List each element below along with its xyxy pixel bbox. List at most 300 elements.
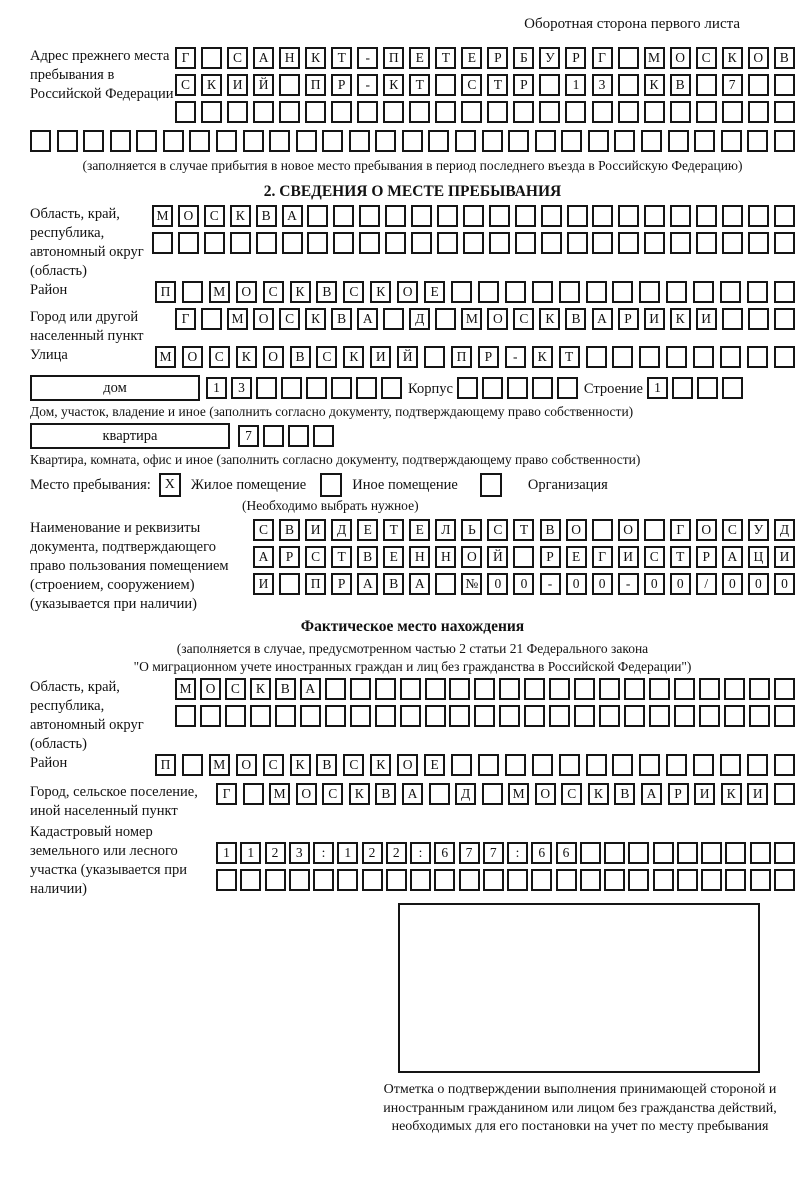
char-cell[interactable]: С [305, 546, 326, 568]
char-cell[interactable]: 7 [238, 425, 259, 447]
char-cell[interactable]: 0 [774, 573, 795, 595]
char-cell[interactable] [325, 678, 346, 700]
char-cell[interactable]: С [225, 678, 246, 700]
char-cell[interactable]: Й [487, 546, 508, 568]
char-cell[interactable]: К [370, 754, 391, 776]
char-cell[interactable]: К [532, 346, 553, 368]
char-cell[interactable]: К [588, 783, 609, 805]
char-cell[interactable]: А [357, 573, 378, 595]
char-cell[interactable] [668, 130, 689, 152]
char-cell[interactable] [409, 101, 430, 123]
char-cell[interactable] [531, 869, 552, 891]
char-cell[interactable]: Р [696, 546, 717, 568]
char-cell[interactable] [653, 869, 674, 891]
char-cell[interactable] [649, 705, 670, 727]
char-cell[interactable] [425, 705, 446, 727]
char-cell[interactable]: С [644, 546, 665, 568]
char-cell[interactable] [720, 281, 741, 303]
char-cell[interactable] [541, 232, 562, 254]
char-cell[interactable] [110, 130, 131, 152]
char-cell[interactable] [649, 678, 670, 700]
char-cell[interactable]: О [253, 308, 274, 330]
char-cell[interactable]: П [305, 573, 326, 595]
char-cell[interactable] [451, 754, 472, 776]
char-cell[interactable] [586, 754, 607, 776]
char-cell[interactable] [697, 377, 718, 399]
char-cell[interactable]: - [357, 47, 378, 69]
char-cell[interactable]: Т [331, 47, 352, 69]
char-cell[interactable]: В [565, 308, 586, 330]
char-cell[interactable]: О [696, 519, 717, 541]
char-cell[interactable] [333, 232, 354, 254]
char-cell[interactable]: Е [424, 281, 445, 303]
char-cell[interactable]: А [722, 546, 743, 568]
char-cell[interactable]: О [236, 281, 257, 303]
char-cell[interactable] [612, 346, 633, 368]
char-cell[interactable] [362, 869, 383, 891]
char-cell[interactable] [677, 869, 698, 891]
char-cell[interactable] [434, 869, 455, 891]
char-cell[interactable] [644, 101, 665, 123]
char-cell[interactable] [670, 205, 691, 227]
char-cell[interactable] [701, 842, 722, 864]
char-cell[interactable] [774, 754, 795, 776]
other-premises-checkbox[interactable] [320, 473, 342, 497]
char-cell[interactable] [722, 308, 743, 330]
char-cell[interactable] [474, 705, 495, 727]
char-cell[interactable]: О [748, 47, 769, 69]
char-cell[interactable] [696, 205, 717, 227]
char-cell[interactable]: И [747, 783, 768, 805]
char-cell[interactable] [349, 130, 370, 152]
char-cell[interactable] [696, 74, 717, 96]
char-cell[interactable] [253, 101, 274, 123]
char-cell[interactable]: Е [409, 47, 430, 69]
char-cell[interactable]: Ь [461, 519, 482, 541]
char-cell[interactable] [750, 869, 771, 891]
char-cell[interactable] [359, 232, 380, 254]
char-cell[interactable]: П [383, 47, 404, 69]
char-cell[interactable]: С [204, 205, 225, 227]
char-cell[interactable]: В [256, 205, 277, 227]
char-cell[interactable] [722, 205, 743, 227]
char-cell[interactable]: Й [253, 74, 274, 96]
char-cell[interactable] [381, 377, 402, 399]
char-cell[interactable]: 1 [337, 842, 358, 864]
char-cell[interactable]: Р [513, 74, 534, 96]
char-cell[interactable] [300, 705, 321, 727]
char-cell[interactable]: О [461, 546, 482, 568]
char-cell[interactable] [604, 842, 625, 864]
char-cell[interactable]: 1 [647, 377, 668, 399]
char-cell[interactable] [296, 130, 317, 152]
char-cell[interactable] [580, 842, 601, 864]
char-cell[interactable] [175, 705, 196, 727]
residential-checkbox[interactable]: X [159, 473, 181, 497]
char-cell[interactable]: О [397, 754, 418, 776]
char-cell[interactable] [670, 232, 691, 254]
char-cell[interactable] [411, 205, 432, 227]
char-cell[interactable]: А [253, 47, 274, 69]
char-cell[interactable]: Б [513, 47, 534, 69]
char-cell[interactable] [508, 130, 529, 152]
char-cell[interactable] [463, 205, 484, 227]
char-cell[interactable] [748, 205, 769, 227]
char-cell[interactable]: В [670, 74, 691, 96]
char-cell[interactable]: А [282, 205, 303, 227]
char-cell[interactable] [747, 130, 768, 152]
char-cell[interactable]: В [290, 346, 311, 368]
char-cell[interactable] [386, 869, 407, 891]
char-cell[interactable]: И [618, 546, 639, 568]
char-cell[interactable]: 6 [556, 842, 577, 864]
char-cell[interactable]: К [290, 281, 311, 303]
char-cell[interactable] [459, 869, 480, 891]
char-cell[interactable]: О [487, 308, 508, 330]
house-type-box[interactable]: дом [30, 375, 200, 401]
char-cell[interactable]: 0 [748, 573, 769, 595]
char-cell[interactable]: И [370, 346, 391, 368]
char-cell[interactable]: М [152, 205, 173, 227]
char-cell[interactable]: К [370, 281, 391, 303]
char-cell[interactable]: 0 [566, 573, 587, 595]
char-cell[interactable]: Е [566, 546, 587, 568]
char-cell[interactable]: М [209, 754, 230, 776]
char-cell[interactable] [425, 678, 446, 700]
char-cell[interactable] [175, 101, 196, 123]
char-cell[interactable]: И [644, 308, 665, 330]
char-cell[interactable] [428, 130, 449, 152]
char-cell[interactable] [694, 130, 715, 152]
char-cell[interactable] [265, 869, 286, 891]
char-cell[interactable] [136, 130, 157, 152]
char-cell[interactable] [628, 869, 649, 891]
char-cell[interactable] [350, 678, 371, 700]
char-cell[interactable]: О [670, 47, 691, 69]
char-cell[interactable]: А [641, 783, 662, 805]
char-cell[interactable] [535, 130, 556, 152]
char-cell[interactable] [216, 130, 237, 152]
char-cell[interactable] [357, 101, 378, 123]
char-cell[interactable]: Д [455, 783, 476, 805]
char-cell[interactable] [489, 232, 510, 254]
char-cell[interactable]: 0 [592, 573, 613, 595]
char-cell[interactable] [574, 705, 595, 727]
char-cell[interactable]: П [451, 346, 472, 368]
char-cell[interactable] [375, 705, 396, 727]
char-cell[interactable]: 1 [206, 377, 227, 399]
char-cell[interactable] [774, 232, 795, 254]
char-cell[interactable] [163, 130, 184, 152]
char-cell[interactable]: - [618, 573, 639, 595]
char-cell[interactable] [201, 101, 222, 123]
char-cell[interactable]: М [227, 308, 248, 330]
char-cell[interactable]: Г [670, 519, 691, 541]
char-cell[interactable] [549, 705, 570, 727]
char-cell[interactable] [674, 678, 695, 700]
char-cell[interactable]: Р [668, 783, 689, 805]
char-cell[interactable] [482, 377, 503, 399]
char-cell[interactable] [359, 205, 380, 227]
char-cell[interactable] [499, 678, 520, 700]
char-cell[interactable] [618, 47, 639, 69]
char-cell[interactable] [313, 869, 334, 891]
char-cell[interactable]: 7 [722, 74, 743, 96]
char-cell[interactable]: Г [592, 546, 613, 568]
char-cell[interactable] [435, 308, 456, 330]
char-cell[interactable] [483, 869, 504, 891]
char-cell[interactable] [263, 425, 284, 447]
char-cell[interactable]: С [253, 519, 274, 541]
char-cell[interactable] [449, 678, 470, 700]
char-cell[interactable]: Р [540, 546, 561, 568]
char-cell[interactable]: 6 [531, 842, 552, 864]
char-cell[interactable] [474, 678, 495, 700]
char-cell[interactable]: В [357, 546, 378, 568]
char-cell[interactable]: Р [487, 47, 508, 69]
char-cell[interactable] [774, 205, 795, 227]
char-cell[interactable]: 2 [362, 842, 383, 864]
char-cell[interactable] [639, 754, 660, 776]
char-cell[interactable]: Т [435, 47, 456, 69]
char-cell[interactable] [499, 705, 520, 727]
char-cell[interactable] [30, 130, 51, 152]
char-cell[interactable]: С [263, 754, 284, 776]
char-cell[interactable] [256, 232, 277, 254]
char-cell[interactable] [721, 130, 742, 152]
char-cell[interactable] [524, 705, 545, 727]
char-cell[interactable]: У [539, 47, 560, 69]
char-cell[interactable] [774, 705, 795, 727]
char-cell[interactable]: М [461, 308, 482, 330]
char-cell[interactable] [592, 101, 613, 123]
char-cell[interactable]: У [748, 519, 769, 541]
char-cell[interactable]: Т [331, 546, 352, 568]
char-cell[interactable]: С [343, 281, 364, 303]
char-cell[interactable] [243, 130, 264, 152]
char-cell[interactable] [331, 377, 352, 399]
char-cell[interactable] [532, 754, 553, 776]
char-cell[interactable]: 1 [565, 74, 586, 96]
char-cell[interactable]: П [155, 754, 176, 776]
char-cell[interactable] [588, 130, 609, 152]
char-cell[interactable] [532, 281, 553, 303]
char-cell[interactable] [612, 281, 633, 303]
char-cell[interactable] [429, 783, 450, 805]
char-cell[interactable] [618, 232, 639, 254]
char-cell[interactable] [400, 678, 421, 700]
char-cell[interactable] [539, 101, 560, 123]
char-cell[interactable] [614, 130, 635, 152]
char-cell[interactable] [561, 130, 582, 152]
char-cell[interactable]: О [618, 519, 639, 541]
char-cell[interactable]: А [409, 573, 430, 595]
char-cell[interactable] [200, 705, 221, 727]
char-cell[interactable]: Г [216, 783, 237, 805]
char-cell[interactable] [644, 232, 665, 254]
char-cell[interactable]: № [461, 573, 482, 595]
char-cell[interactable] [532, 377, 553, 399]
char-cell[interactable] [507, 869, 528, 891]
char-cell[interactable] [774, 783, 795, 805]
char-cell[interactable]: Т [559, 346, 580, 368]
char-cell[interactable]: Т [670, 546, 691, 568]
char-cell[interactable] [225, 705, 246, 727]
char-cell[interactable] [574, 678, 595, 700]
char-cell[interactable] [356, 377, 377, 399]
char-cell[interactable] [747, 281, 768, 303]
char-cell[interactable]: К [230, 205, 251, 227]
char-cell[interactable] [313, 425, 334, 447]
char-cell[interactable]: К [343, 346, 364, 368]
char-cell[interactable]: К [305, 308, 326, 330]
char-cell[interactable]: Ц [748, 546, 769, 568]
char-cell[interactable] [435, 573, 456, 595]
char-cell[interactable]: 0 [487, 573, 508, 595]
char-cell[interactable] [375, 678, 396, 700]
char-cell[interactable] [513, 546, 534, 568]
char-cell[interactable]: / [696, 573, 717, 595]
char-cell[interactable] [557, 377, 578, 399]
char-cell[interactable] [618, 74, 639, 96]
char-cell[interactable]: Г [592, 47, 613, 69]
char-cell[interactable]: С [343, 754, 364, 776]
char-cell[interactable]: Т [513, 519, 534, 541]
char-cell[interactable]: Е [383, 546, 404, 568]
char-cell[interactable] [724, 705, 745, 727]
char-cell[interactable] [748, 74, 769, 96]
char-cell[interactable] [487, 101, 508, 123]
char-cell[interactable] [774, 101, 795, 123]
char-cell[interactable]: Г [175, 47, 196, 69]
char-cell[interactable] [592, 205, 613, 227]
char-cell[interactable] [463, 232, 484, 254]
char-cell[interactable] [748, 308, 769, 330]
char-cell[interactable]: О [182, 346, 203, 368]
char-cell[interactable]: 3 [231, 377, 252, 399]
char-cell[interactable] [722, 232, 743, 254]
char-cell[interactable] [549, 678, 570, 700]
char-cell[interactable] [478, 754, 499, 776]
char-cell[interactable] [565, 101, 586, 123]
char-cell[interactable]: С [461, 74, 482, 96]
char-cell[interactable] [672, 377, 693, 399]
char-cell[interactable]: К [349, 783, 370, 805]
char-cell[interactable] [435, 74, 456, 96]
char-cell[interactable] [227, 101, 248, 123]
char-cell[interactable] [666, 346, 687, 368]
char-cell[interactable] [385, 232, 406, 254]
char-cell[interactable] [693, 281, 714, 303]
char-cell[interactable] [725, 842, 746, 864]
char-cell[interactable]: 0 [722, 573, 743, 595]
char-cell[interactable]: С [696, 47, 717, 69]
char-cell[interactable] [774, 842, 795, 864]
char-cell[interactable]: О [236, 754, 257, 776]
char-cell[interactable]: : [313, 842, 334, 864]
char-cell[interactable]: О [535, 783, 556, 805]
char-cell[interactable] [282, 232, 303, 254]
char-cell[interactable] [435, 101, 456, 123]
char-cell[interactable] [586, 281, 607, 303]
char-cell[interactable] [305, 101, 326, 123]
char-cell[interactable]: О [178, 205, 199, 227]
char-cell[interactable] [306, 377, 327, 399]
char-cell[interactable] [375, 130, 396, 152]
char-cell[interactable]: Е [357, 519, 378, 541]
char-cell[interactable] [57, 130, 78, 152]
char-cell[interactable] [747, 346, 768, 368]
char-cell[interactable]: М [269, 783, 290, 805]
apartment-type-box[interactable]: квартира [30, 423, 230, 449]
char-cell[interactable]: К [722, 47, 743, 69]
char-cell[interactable] [457, 377, 478, 399]
char-cell[interactable] [322, 130, 343, 152]
char-cell[interactable]: В [316, 281, 337, 303]
char-cell[interactable] [256, 377, 277, 399]
char-cell[interactable]: К [721, 783, 742, 805]
char-cell[interactable] [451, 281, 472, 303]
char-cell[interactable]: В [614, 783, 635, 805]
char-cell[interactable] [722, 101, 743, 123]
char-cell[interactable]: И [774, 546, 795, 568]
char-cell[interactable]: 6 [434, 842, 455, 864]
char-cell[interactable]: 7 [483, 842, 504, 864]
char-cell[interactable]: Е [461, 47, 482, 69]
char-cell[interactable] [774, 308, 795, 330]
char-cell[interactable] [331, 101, 352, 123]
char-cell[interactable] [307, 205, 328, 227]
char-cell[interactable]: Л [435, 519, 456, 541]
char-cell[interactable] [288, 425, 309, 447]
char-cell[interactable] [515, 205, 536, 227]
char-cell[interactable]: Р [618, 308, 639, 330]
char-cell[interactable] [586, 346, 607, 368]
char-cell[interactable]: А [300, 678, 321, 700]
char-cell[interactable] [400, 705, 421, 727]
char-cell[interactable] [539, 74, 560, 96]
char-cell[interactable] [666, 281, 687, 303]
char-cell[interactable] [612, 754, 633, 776]
char-cell[interactable]: С [561, 783, 582, 805]
char-cell[interactable]: 1 [216, 842, 237, 864]
char-cell[interactable]: 7 [459, 842, 480, 864]
char-cell[interactable]: Г [175, 308, 196, 330]
char-cell[interactable] [722, 377, 743, 399]
char-cell[interactable]: Й [397, 346, 418, 368]
char-cell[interactable] [644, 205, 665, 227]
char-cell[interactable]: - [540, 573, 561, 595]
char-cell[interactable] [720, 346, 741, 368]
char-cell[interactable] [541, 205, 562, 227]
char-cell[interactable] [269, 130, 290, 152]
char-cell[interactable] [725, 869, 746, 891]
char-cell[interactable]: П [305, 74, 326, 96]
char-cell[interactable] [580, 869, 601, 891]
char-cell[interactable] [507, 377, 528, 399]
char-cell[interactable]: О [263, 346, 284, 368]
char-cell[interactable] [515, 232, 536, 254]
char-cell[interactable]: Р [279, 546, 300, 568]
char-cell[interactable] [424, 346, 445, 368]
char-cell[interactable]: Д [774, 519, 795, 541]
char-cell[interactable]: И [227, 74, 248, 96]
char-cell[interactable]: М [175, 678, 196, 700]
char-cell[interactable]: К [290, 754, 311, 776]
char-cell[interactable] [592, 232, 613, 254]
char-cell[interactable] [699, 678, 720, 700]
char-cell[interactable]: В [383, 573, 404, 595]
